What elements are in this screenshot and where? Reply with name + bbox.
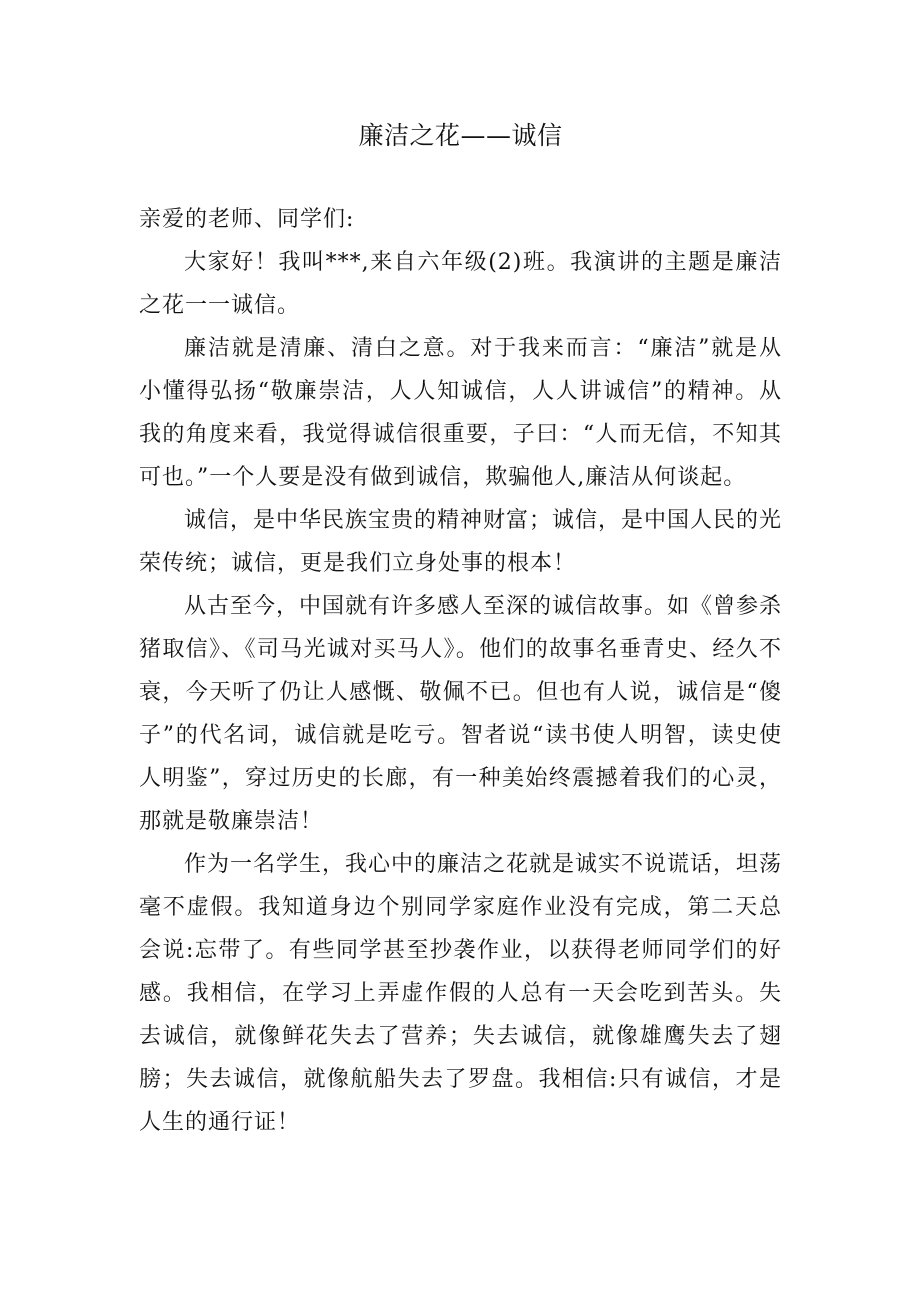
paragraph-tradition: 诚信，是中华民族宝贵的精神财富；诚信，是中国人民的光荣传统；诚信，更是我们立身处事的根本！: [139, 508, 783, 576]
salutation: 亲爱的老师、同学们:: [139, 207, 355, 232]
paragraph-definition: 廉洁就是清廉、清白之意。对于我来而言：“廉洁”就是从小懂得弘扬“敬廉崇洁，人人知诚信，人人讲诚信”的精神。从我的角度来看，我觉得诚信很重要，子曰：“人而无信，不知其可也。”一个人要是没有做到诚信，欺骗他人,廉洁从何谈起。: [139, 336, 782, 490]
paragraph-greeting: 大家好！我叫***,来自六年级(2)班。我演讲的主题是廉洁之花一一诚信。: [139, 250, 782, 318]
paragraph-stories: 从古至今，中国就有许多感人至深的诚信故事。如《曾参杀猪取信》、《司马光诚对买马人》。他们的故事名垂青史、经久不衰，今天听了仍让人感慨、敬佩不已。但也有人说，诚信是“傻子”的代名词，诚信就是吃亏。智者说“读书使人明智，读史使人明鉴”，穿过历史的长廊，有一种美始终震撼着我们的心灵，那就是敬廉崇洁！: [139, 594, 783, 834]
document-title: 廉洁之花——诚信: [358, 121, 563, 150]
paragraph-student: 作为一名学生，我心中的廉洁之花就是诚实不说谎话，坦荡毫不虚假。我知道身边个别同学家庭作业没有完成，第二天总会说:忘带了。有些同学甚至抄袭作业，以获得老师同学们的好感。我相信，在学习上弄虚作假的人总有一天会吃到苦头。失去诚信，就像鲜花失去了营养；失去诚信，就像雄鹰失去了翅膀；失去诚信，就像航船失去了罗盘。我相信:只有诚信，才是人生的通行证！: [139, 852, 783, 1135]
